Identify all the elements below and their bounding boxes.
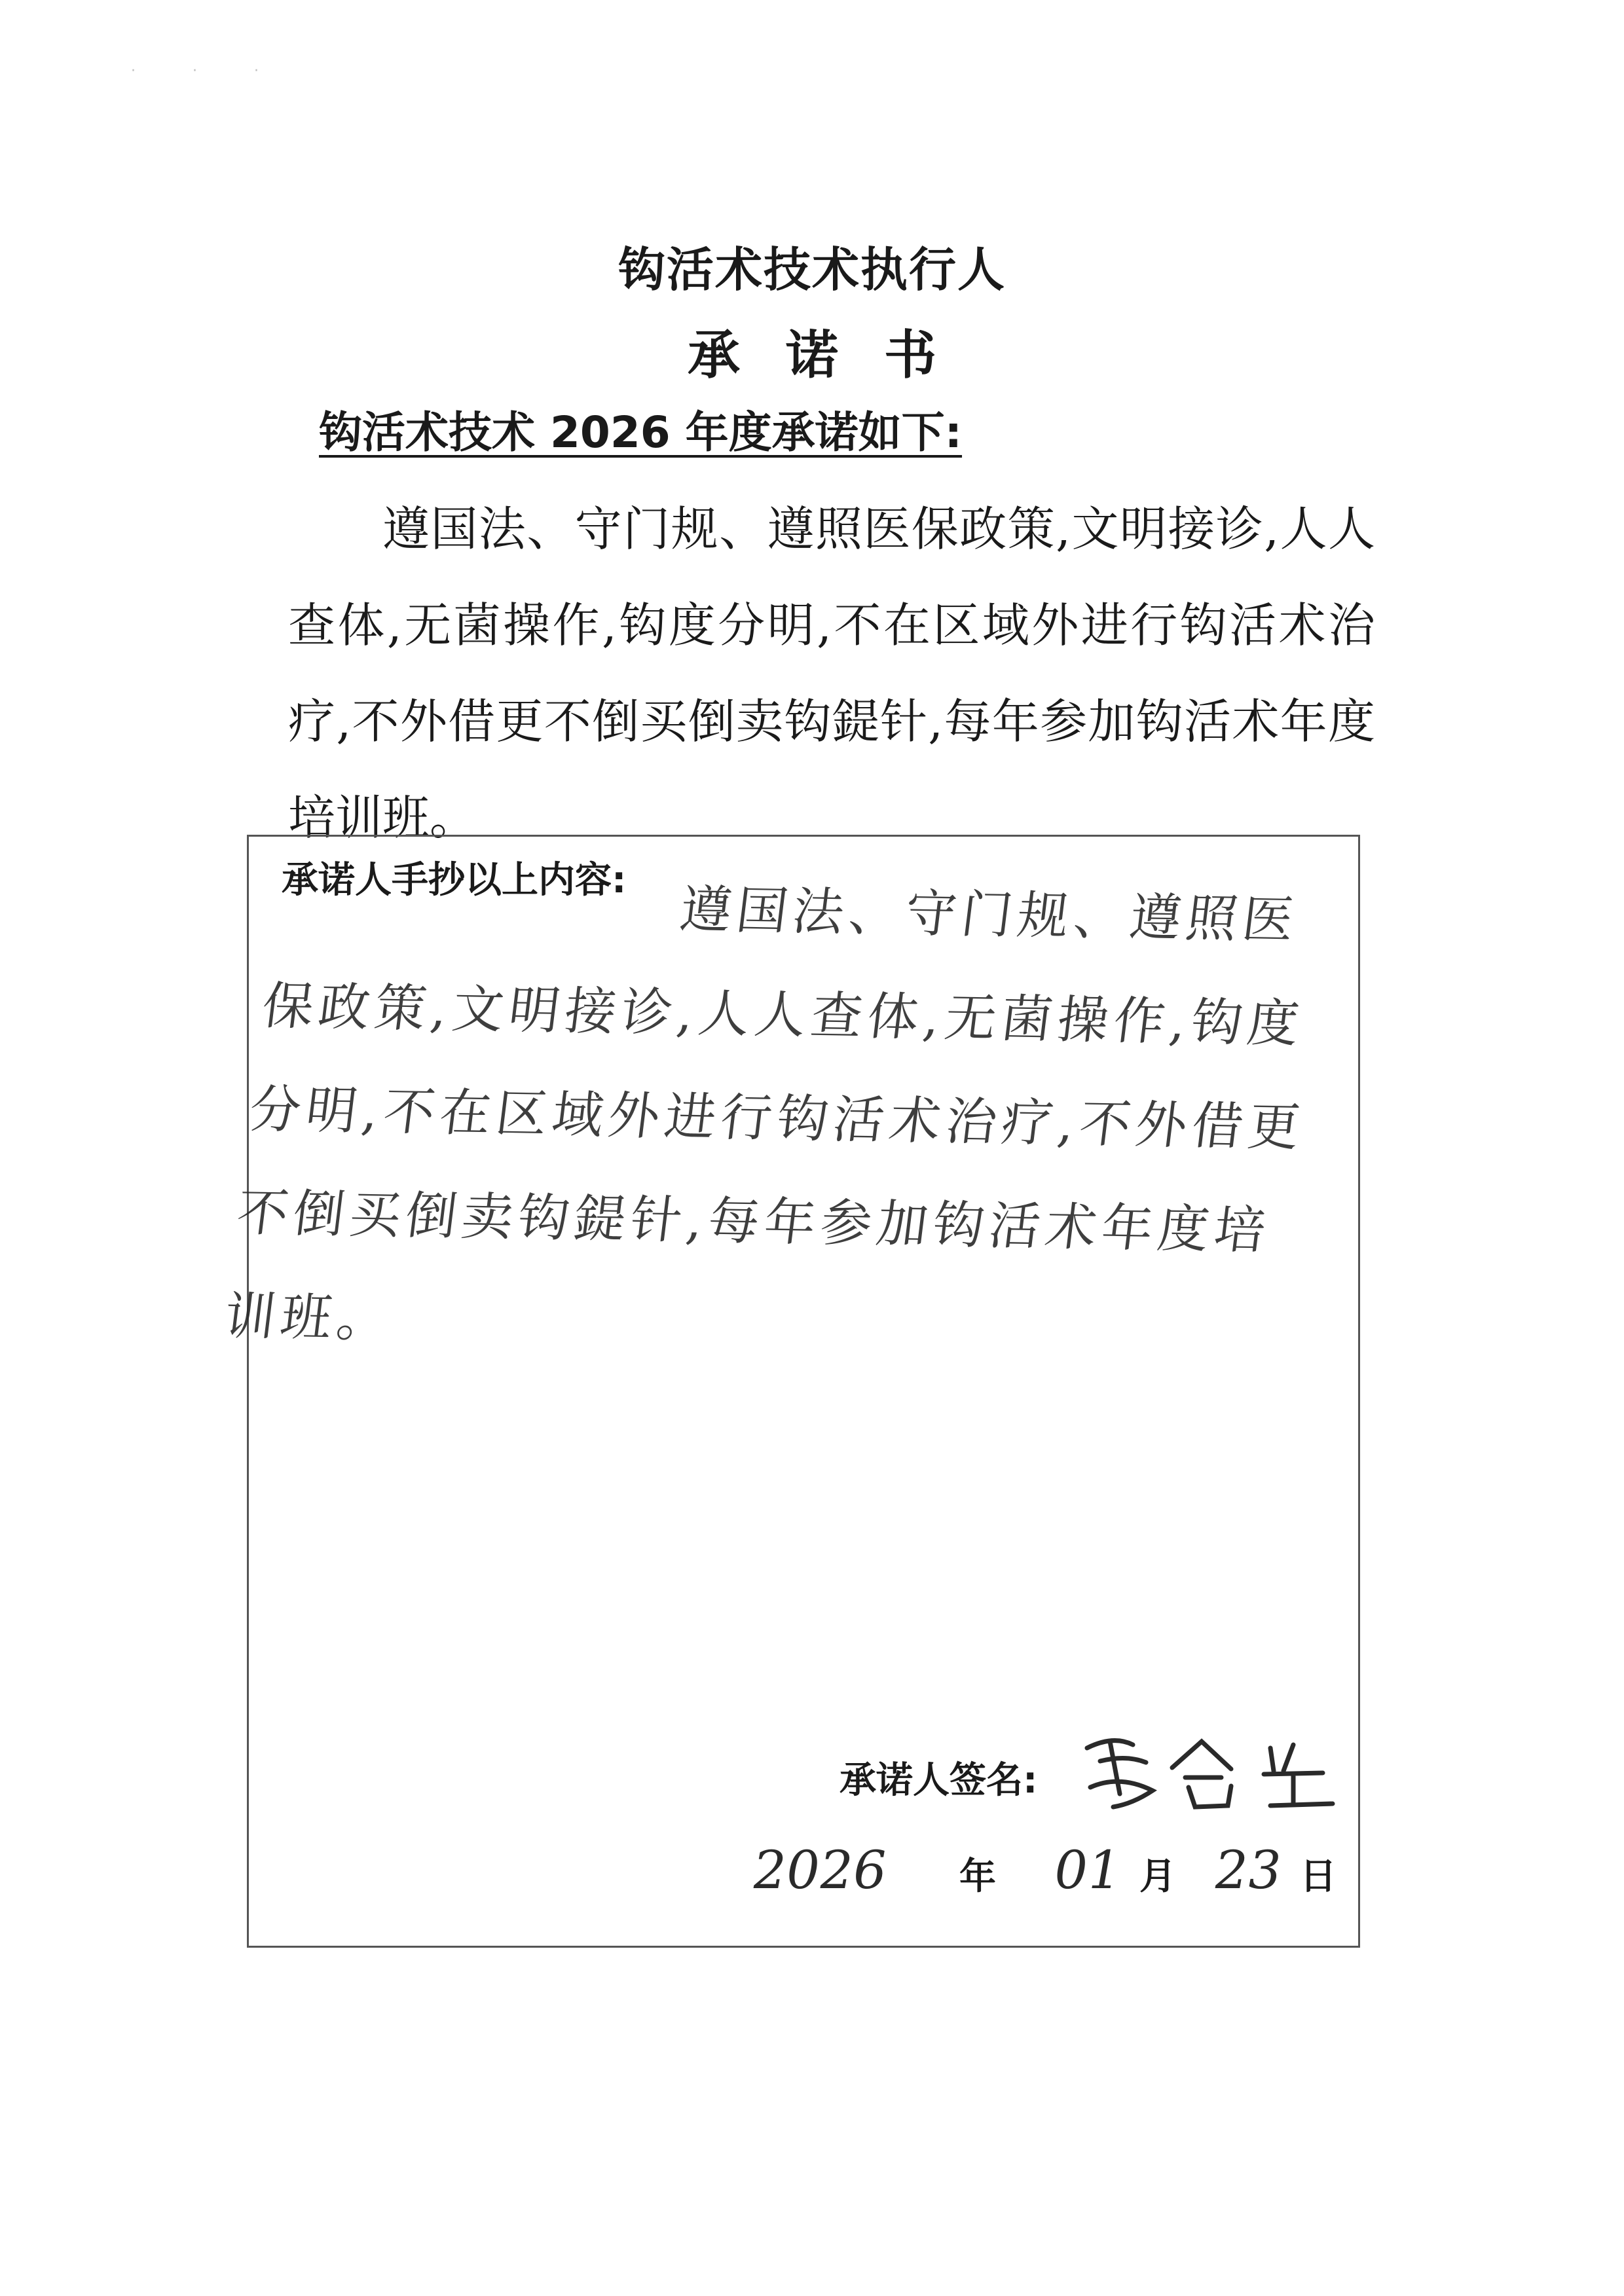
date-day-unit: 日 <box>1300 1855 1337 1898</box>
document-title: 钩活术技术执行人 <box>618 242 1006 297</box>
pledge-subtitle: 钩活术技术 2026 年度承诺如下: <box>319 407 963 458</box>
document-heading: 承诺书 <box>688 325 982 386</box>
handwritten-signature <box>1074 1722 1349 1820</box>
handwritten-copy-area <box>221 851 1395 1375</box>
scan-speck-marks: · · · <box>131 63 285 79</box>
signature-date <box>747 1833 1342 1912</box>
copy-instruction-label: 承诺人手抄以上内容: <box>282 859 627 902</box>
date-year-unit: 年 <box>959 1855 996 1898</box>
handwritten-copy-text: 遵国法、守门规、遵照医保政策,文明接诊,人人查体,无菌操作,钩度分明,不在区域外进行钩活术治疗,不外借更不倒买倒卖钩鍉针,每年参加钩活术年度培训班。 <box>221 880 1308 1349</box>
signature-label: 承诺人签名: <box>840 1759 1038 1802</box>
pledge-body-text: 遵国法、守门规、遵照医保政策,文明接诊,人人查体,无菌操作,钩度分明,不在区域外进行钩活术治疗,不外借更不倒买倒卖钩鍉针,每年参加钩活术年度培训班。 <box>288 501 1375 845</box>
date-month-handwritten: 01 <box>1048 1840 1126 1901</box>
date-month-unit: 月 <box>1139 1855 1176 1898</box>
date-day-handwritten: 23 <box>1209 1840 1287 1901</box>
date-year-handwritten: 2026 <box>747 1840 892 1901</box>
